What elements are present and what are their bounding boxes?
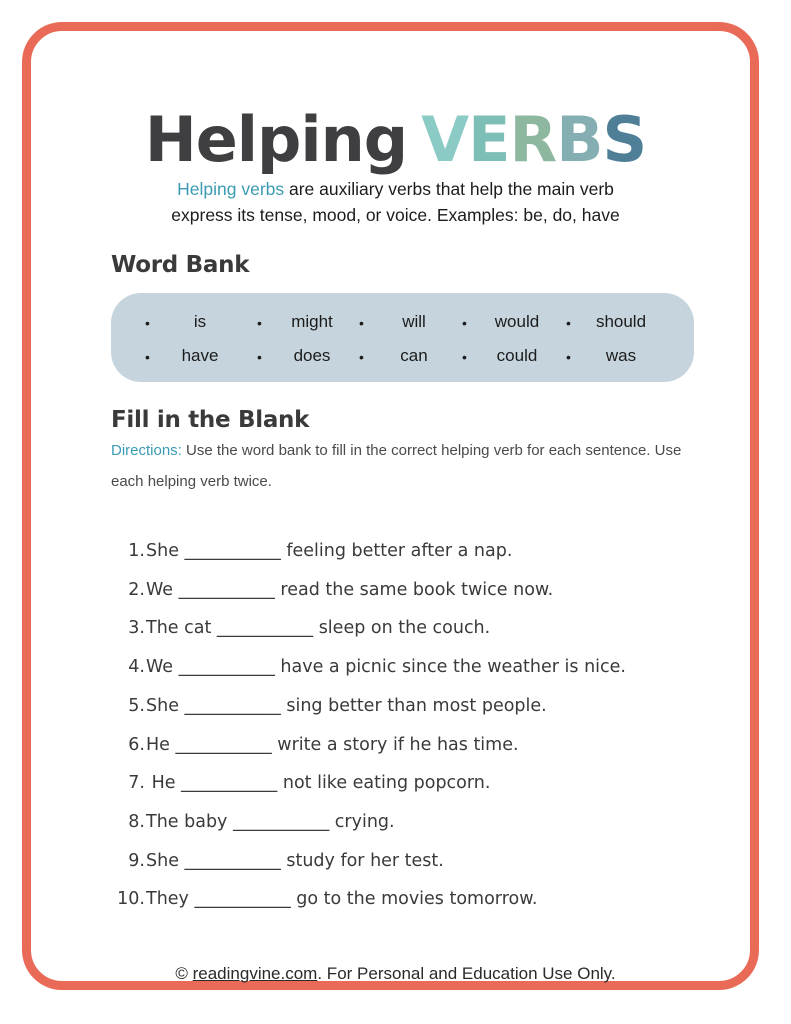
question-number: 7. [128,773,145,794]
question-item [112,885,538,913]
question-item [112,847,444,875]
bullet-icon: • [566,349,571,365]
title-letter: V [421,103,469,176]
word-bank-word: does [293,346,331,365]
bullet-icon: • [359,349,364,365]
question-text: We ___________ have a picnic since the weather is nice. [146,657,626,678]
bullet-icon: • [145,349,150,365]
question-item [112,653,626,681]
footer-rest: . For Personal and Education Use Only. [317,964,616,983]
title-letter: B [556,103,603,176]
word-bank-word: might [291,312,333,331]
bullet-icon: • [145,315,150,331]
word-bank-word: can [400,346,428,365]
intro-line1: are auxiliary verbs that help the main verb [284,179,614,199]
question-number: 5. [128,695,145,716]
question-item [112,537,512,565]
question-text: She ___________ feeling better after a nap. [146,541,513,561]
footer [0,964,791,984]
question-text: He ___________ not like eating popcorn. [146,773,491,794]
question-text: We ___________ read the same book twice now. [146,579,554,600]
intro-text [80,176,711,228]
question-number: 9. [128,850,145,871]
intro-line2: express its tense, mood, or voice. Examples: be, do, have [171,205,620,225]
word-bank-word: will [402,312,426,331]
word-bank-word: have [181,346,219,365]
footer-link[interactable]: readingvine.com [192,964,318,983]
bullet-icon: • [359,315,364,331]
footer-copyright: © [175,964,193,983]
intro-highlight: Helping verbs [177,179,285,199]
title-letter: E [468,103,510,176]
bullet-icon: • [566,315,571,331]
directions-text [111,435,691,497]
question-item [112,808,395,836]
title-part-verbs [421,103,646,176]
word-bank-word: could [496,346,538,365]
question-number: 3. [128,618,145,639]
word-bank-word: should [595,312,647,331]
question-text: The cat ___________ sleep on the couch. [146,618,491,639]
bullet-icon: • [462,349,467,365]
question-text: She ___________ study for her test. [146,850,444,871]
directions-label: Directions: [111,442,182,459]
question-item [112,731,519,759]
question-number: 4. [128,657,145,678]
title-part-helping: Helping [144,103,408,176]
word-bank-box [111,293,694,382]
question-text: He ___________ write a story if he has time. [146,734,519,755]
title-letter: R [509,103,557,176]
bullet-icon: • [257,315,262,331]
question-number: 10. [117,889,145,910]
question-text: They ___________ go to the movies tomorrow. [146,889,538,910]
fill-in-heading: Fill in the Blank [111,407,310,433]
word-bank-word: is [193,312,207,331]
question-text: She ___________ sing better than most people. [146,695,547,716]
question-number: 8. [128,811,145,832]
question-number: 1. [128,541,145,561]
word-bank-heading: Word Bank [111,252,250,278]
word-bank-word: would [494,312,540,331]
question-number: 2. [128,579,145,600]
title-letter: S [602,103,647,176]
directions-body: Use the word bank to fill in the correct helping verb for each sentence. Use each helping verb twice. [111,442,682,490]
question-item [112,692,547,720]
bullet-icon: • [462,315,467,331]
question-item [112,576,553,604]
worksheet-title [0,100,791,180]
question-text: The baby ___________ crying. [146,811,395,832]
word-bank-word: was [605,346,637,365]
question-number: 6. [128,734,145,755]
question-item [112,769,490,797]
question-item [112,614,490,642]
bullet-icon: • [257,349,262,365]
